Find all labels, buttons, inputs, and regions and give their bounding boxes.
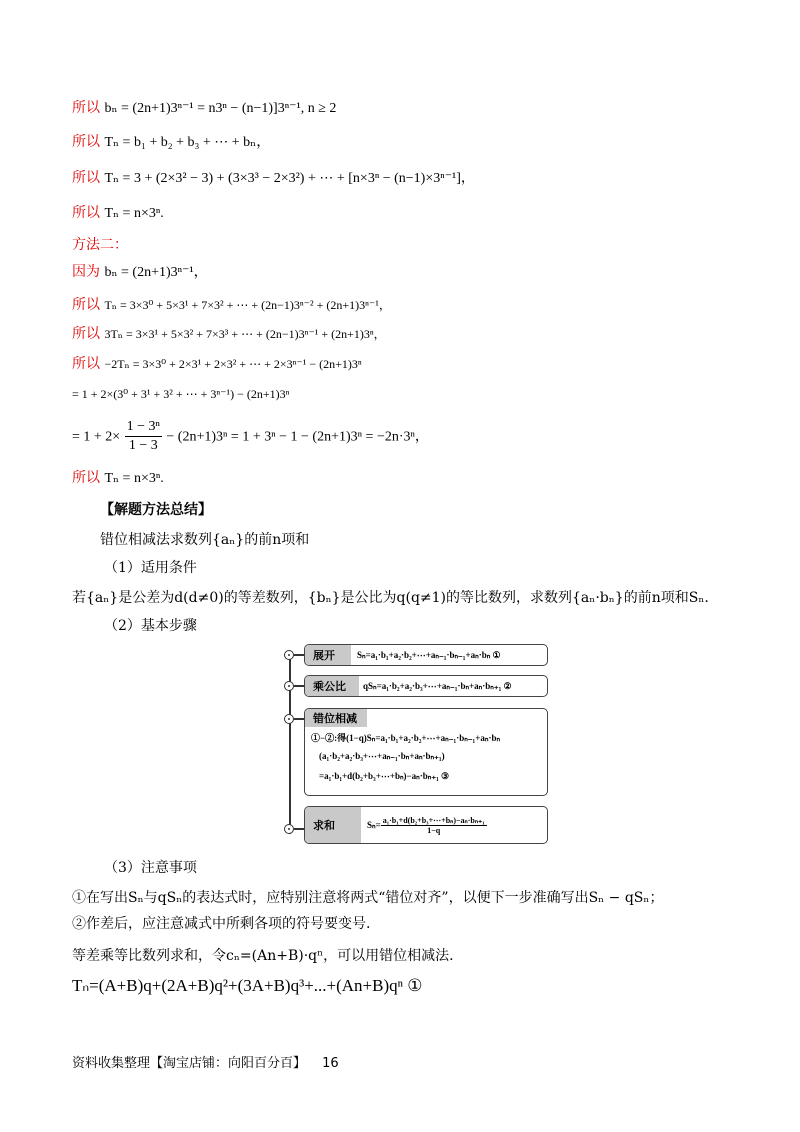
step-multiply-box <box>304 675 548 697</box>
line-prefix: 所以 <box>72 326 100 342</box>
condition-text: 若{aₙ}是公差为d(d≠0)的等差数列，{bₙ}是公比为q(q≠1)的等比数列，求数列{aₙ·bₙ}的前n项和Sₙ. <box>72 590 709 606</box>
summary-intro: 错位相减法求数列{aₙ}的前n项和 <box>100 532 310 548</box>
solution-line-5 <box>72 262 208 283</box>
fraction-numerator: 1 − 3ⁿ <box>125 418 162 437</box>
sum-fraction <box>381 816 487 835</box>
tip-text: 等差乘等比数列求和，令cₙ=(An+B)·qⁿ，可以用错位相减法. <box>72 948 454 964</box>
sum-lhs: Sₙ= <box>367 819 381 830</box>
connector <box>294 654 304 656</box>
step-content-line: (a₁·b₂+a₂·b₃+⋯+aₙ₋₁·bₙ+aₙ·bₙ₊₁) <box>319 751 445 761</box>
notes-title: （3）注意事项 <box>104 860 197 876</box>
connector <box>294 828 304 830</box>
step-content-line: ①−②:得(1−q)Sₙ=a₁·b₁+a₂·b₂+⋯+aₙ₋₁·bₙ₋₁+aₙ·bₙ <box>311 733 501 743</box>
bullet-icon <box>284 650 294 660</box>
steps-title: （2）基本步骤 <box>104 618 197 634</box>
summary-title: 【解题方法总结】 <box>100 502 212 518</box>
line-prefix: 所以 <box>72 356 100 372</box>
line-prefix: 所以 <box>72 297 100 313</box>
step-content: qSₙ=a₁·b₂+a₂·b₃+⋯+aₙ₋₁·bₙ+aₙ·bₙ₊₁ ② <box>363 680 512 691</box>
footer-text: 资料收集整理【淘宝店铺：向阳百分百】 <box>72 1056 307 1071</box>
line-prefix: 所以 <box>72 100 100 116</box>
solution-line-3 <box>72 168 475 189</box>
solution-line-11 <box>72 468 164 489</box>
solution-line-7 <box>72 324 386 344</box>
bullet-icon <box>284 714 294 724</box>
solution-line-9 <box>72 384 289 404</box>
line-prefix: 所以 <box>72 205 100 221</box>
line-math: −2Tₙ = 3×3⁰ + 2×3¹ + 2×3² + ⋯ + 2×3ⁿ⁻¹ − (2n+1)3ⁿ <box>104 357 362 371</box>
solution-line-6 <box>72 295 391 315</box>
line-prefix: 因为 <box>72 264 100 280</box>
line-math: = 1 + 2×(3⁰ + 3¹ + 3² + ⋯ + 3ⁿ⁻¹) − (2n+1)3ⁿ <box>72 387 290 401</box>
step-label: 求和 <box>305 807 361 843</box>
step-content-line: =a₁·b₁+d(b₂+b₃+⋯+bₙ)−aₙ·bₙ₊₁ ③ <box>319 771 450 781</box>
line-math: bₙ = (2n+1)3ⁿ⁻¹， <box>104 265 208 280</box>
step-label: 错位相减 <box>305 709 367 727</box>
solution-line-4 <box>72 203 164 224</box>
fraction-denominator: 1 − 3 <box>128 438 158 453</box>
line-prefix: 所以 <box>72 170 100 186</box>
step-subtract-box <box>304 708 548 796</box>
line-math: Tₙ = 3 + (2×3² − 3) + (3×3³ − 2×3²) + ⋯ + [n×3ⁿ − (n−1)×3ⁿ⁻¹]， <box>104 171 475 186</box>
solution-line-2 <box>72 132 270 153</box>
solution-line-8 <box>72 354 362 374</box>
fraction <box>125 418 162 455</box>
bullet-icon <box>284 824 294 834</box>
step-content <box>367 807 543 843</box>
connector <box>294 718 304 720</box>
line-math: Tₙ = n×3ⁿ. <box>104 206 164 221</box>
method-two-heading: 方法二： <box>72 237 128 253</box>
line-math: Tₙ = n×3ⁿ. <box>104 471 164 486</box>
formula-line: Tₙ=(A+B)q+(2A+B)q²+(3A+B)q³+...+(An+B)qⁿ ① <box>72 976 423 995</box>
line-math: 3Tₙ = 3×3¹ + 5×3² + 7×3³ + ⋯ + (2n−1)3ⁿ⁻¹ + (2n+1)3ⁿ， <box>104 327 386 341</box>
condition-title: （1）适用条件 <box>104 560 197 576</box>
line-math: bₙ = (2n+1)3ⁿ⁻¹ = n3ⁿ − (n−1)]3ⁿ⁻¹, n ≥ 2 <box>104 101 337 116</box>
bullet-icon <box>284 681 294 691</box>
solution-line-1 <box>72 98 336 119</box>
line-math: Tₙ = 3×3⁰ + 5×3¹ + 7×3² + ⋯ + (2n−1)3ⁿ⁻² + (2n+1)3ⁿ⁻¹， <box>104 298 391 312</box>
connector <box>294 685 304 687</box>
step-content: Sₙ=a₁·b₁+a₂·b₂+⋯+aₙ₋₁·bₙ₋₁+aₙ·bₙ ① <box>357 649 501 660</box>
line-math-post: − (2n+1)3ⁿ = 1 + 3ⁿ − 1 − (2n+1)3ⁿ = −2n·3ⁿ， <box>166 429 429 445</box>
note-2: ②作差后，应注意减式中所剩各项的符号要变号. <box>72 916 371 932</box>
line-prefix: 所以 <box>72 470 100 486</box>
solution-line-10 <box>72 418 429 455</box>
step-label: 展开 <box>305 645 351 665</box>
page-footer <box>72 1052 339 1071</box>
steps-diagram <box>282 642 548 844</box>
note-1: ①在写出Sₙ与qSₙ的表达式时，应特别注意将两式“错位对齐”，以便下一步准确写出Sₙ − qSₙ； <box>72 890 664 906</box>
line-math-pre: = 1 + 2× <box>72 429 121 445</box>
step-expand-box <box>304 644 548 666</box>
line-prefix: 所以 <box>72 134 100 150</box>
page-number: 16 <box>322 1056 339 1071</box>
step-sum-box <box>304 806 548 844</box>
sum-numerator: a₁·b₁+d(b₂+b₃+⋯+bₙ)−aₙ·bₙ₊₁ <box>382 815 485 825</box>
step-label: 乘公比 <box>305 676 359 696</box>
line-math: Tₙ = b₁ + b₂ + b₃ + ⋯ + bₙ， <box>104 135 271 150</box>
sum-denominator: 1−q <box>427 825 441 835</box>
